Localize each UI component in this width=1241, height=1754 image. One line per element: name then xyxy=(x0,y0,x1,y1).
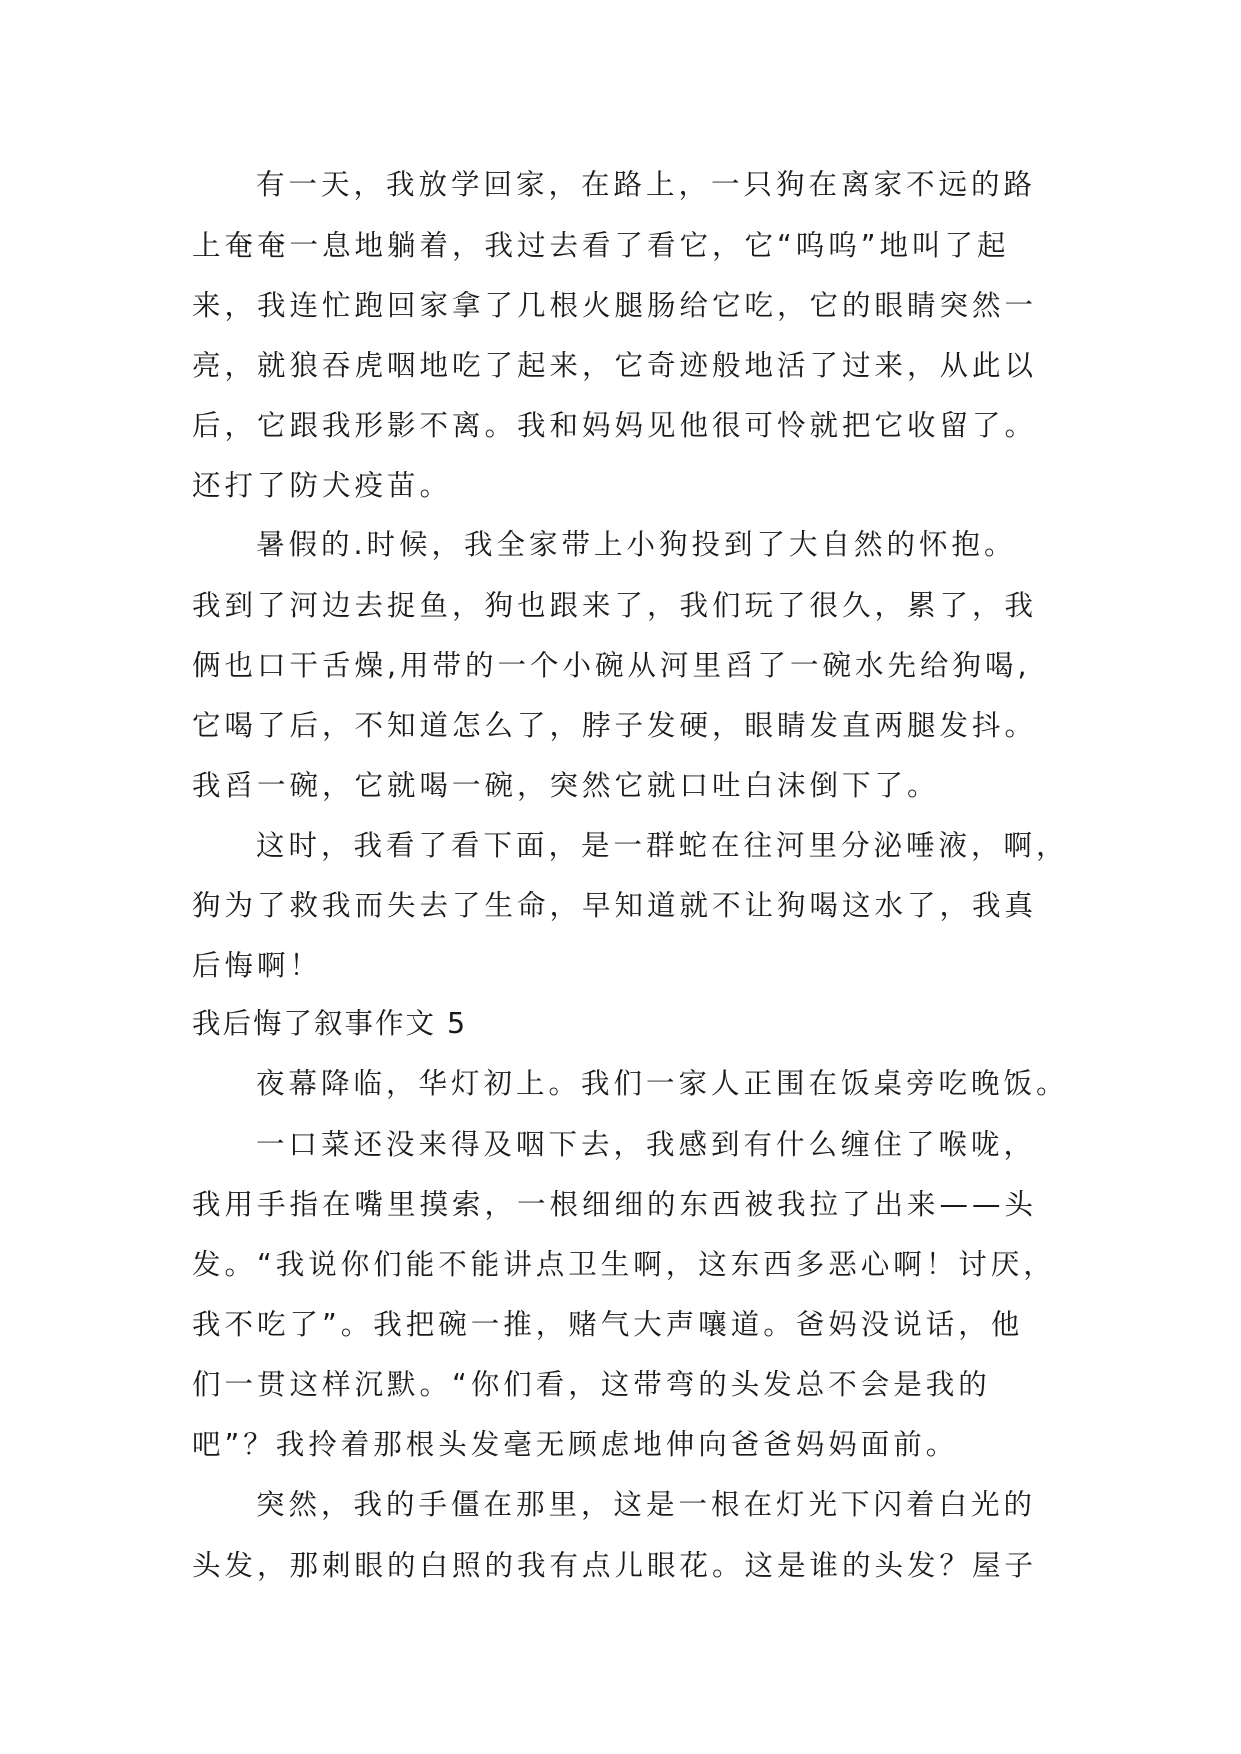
paragraph-line: 来，我连忙跑回家拿了几根火腿肠给它吃，它的眼睛突然一 xyxy=(192,289,1038,322)
paragraph-line: 俩也口干舌燥,用带的一个小碗从河里舀了一碗水先给狗喝, xyxy=(192,649,1031,682)
paragraph-line: 我到了河边去捉鱼，狗也跟来了，我们玩了很久，累了，我 xyxy=(192,589,1038,622)
paragraph-line: 突然，我的手僵在那里，这是一根在灯光下闪着白光的 xyxy=(256,1488,1037,1521)
paragraph-line: 后悔啊！ xyxy=(192,949,323,982)
paragraph-line: 夜幕降临，华灯初上。我们一家人正围在饭桌旁吃晚饭。 xyxy=(256,1067,1069,1100)
paragraph-line: 们一贯这样沉默。“你们看，这带弯的头发总不会是我的 xyxy=(192,1368,991,1401)
paragraph-line: 我不吃了”。我把碗一推，赌气大声嚷道。爸妈没说话，他 xyxy=(192,1308,1024,1341)
paragraph-line: 狗为了救我而失去了生命，早知道就不让狗喝这水了，我真 xyxy=(192,889,1038,922)
paragraph-line: 吧”？我拎着那根头发毫无顾虑地伸向爸爸妈妈面前。 xyxy=(192,1428,959,1461)
paragraph-line: 发。“我说你们能不能讲点卫生啊，这东西多恶心啊！讨厌， xyxy=(192,1248,1056,1281)
paragraph-line: 上奄奄一息地躺着，我过去看了看它，它“呜呜”地叫了起 xyxy=(192,229,1010,262)
paragraph-line: 它喝了后，不知道怎么了，脖子发硬，眼睛发直两腿发抖。 xyxy=(192,709,1038,742)
section-heading: 我后悔了叙事作文 5 xyxy=(192,1007,468,1040)
paragraph-line: 头发，那刺眼的白照的我有点儿眼花。这是谁的头发？屋子 xyxy=(192,1549,1038,1582)
paragraph-line: 后，它跟我形影不离。我和妈妈见他很可怜就把它收留了。 xyxy=(192,409,1038,442)
paragraph-line: 暑假的.时候，我全家带上小狗投到了大自然的怀抱。 xyxy=(256,528,1017,561)
paragraph-line: 有一天，我放学回家，在路上，一只狗在离家不远的路 xyxy=(256,168,1037,201)
paragraph-line: 我舀一碗，它就喝一碗，突然它就口吐白沫倒下了。 xyxy=(192,769,940,802)
paragraph-line: 一口菜还没来得及咽下去，我感到有什么缠住了喉咙， xyxy=(256,1128,1037,1161)
paragraph-line: 这时，我看了看下面，是一群蛇在往河里分泌唾液，啊， xyxy=(256,829,1069,862)
paragraph-line: 还打了防犬疫苗。 xyxy=(192,469,453,502)
paragraph-line: 亮，就狼吞虎咽地吃了起来，它奇迹般地活了过来，从此以 xyxy=(192,349,1038,382)
paragraph-line: 我用手指在嘴里摸索，一根细细的东西被我拉了出来——头 xyxy=(192,1188,1038,1221)
